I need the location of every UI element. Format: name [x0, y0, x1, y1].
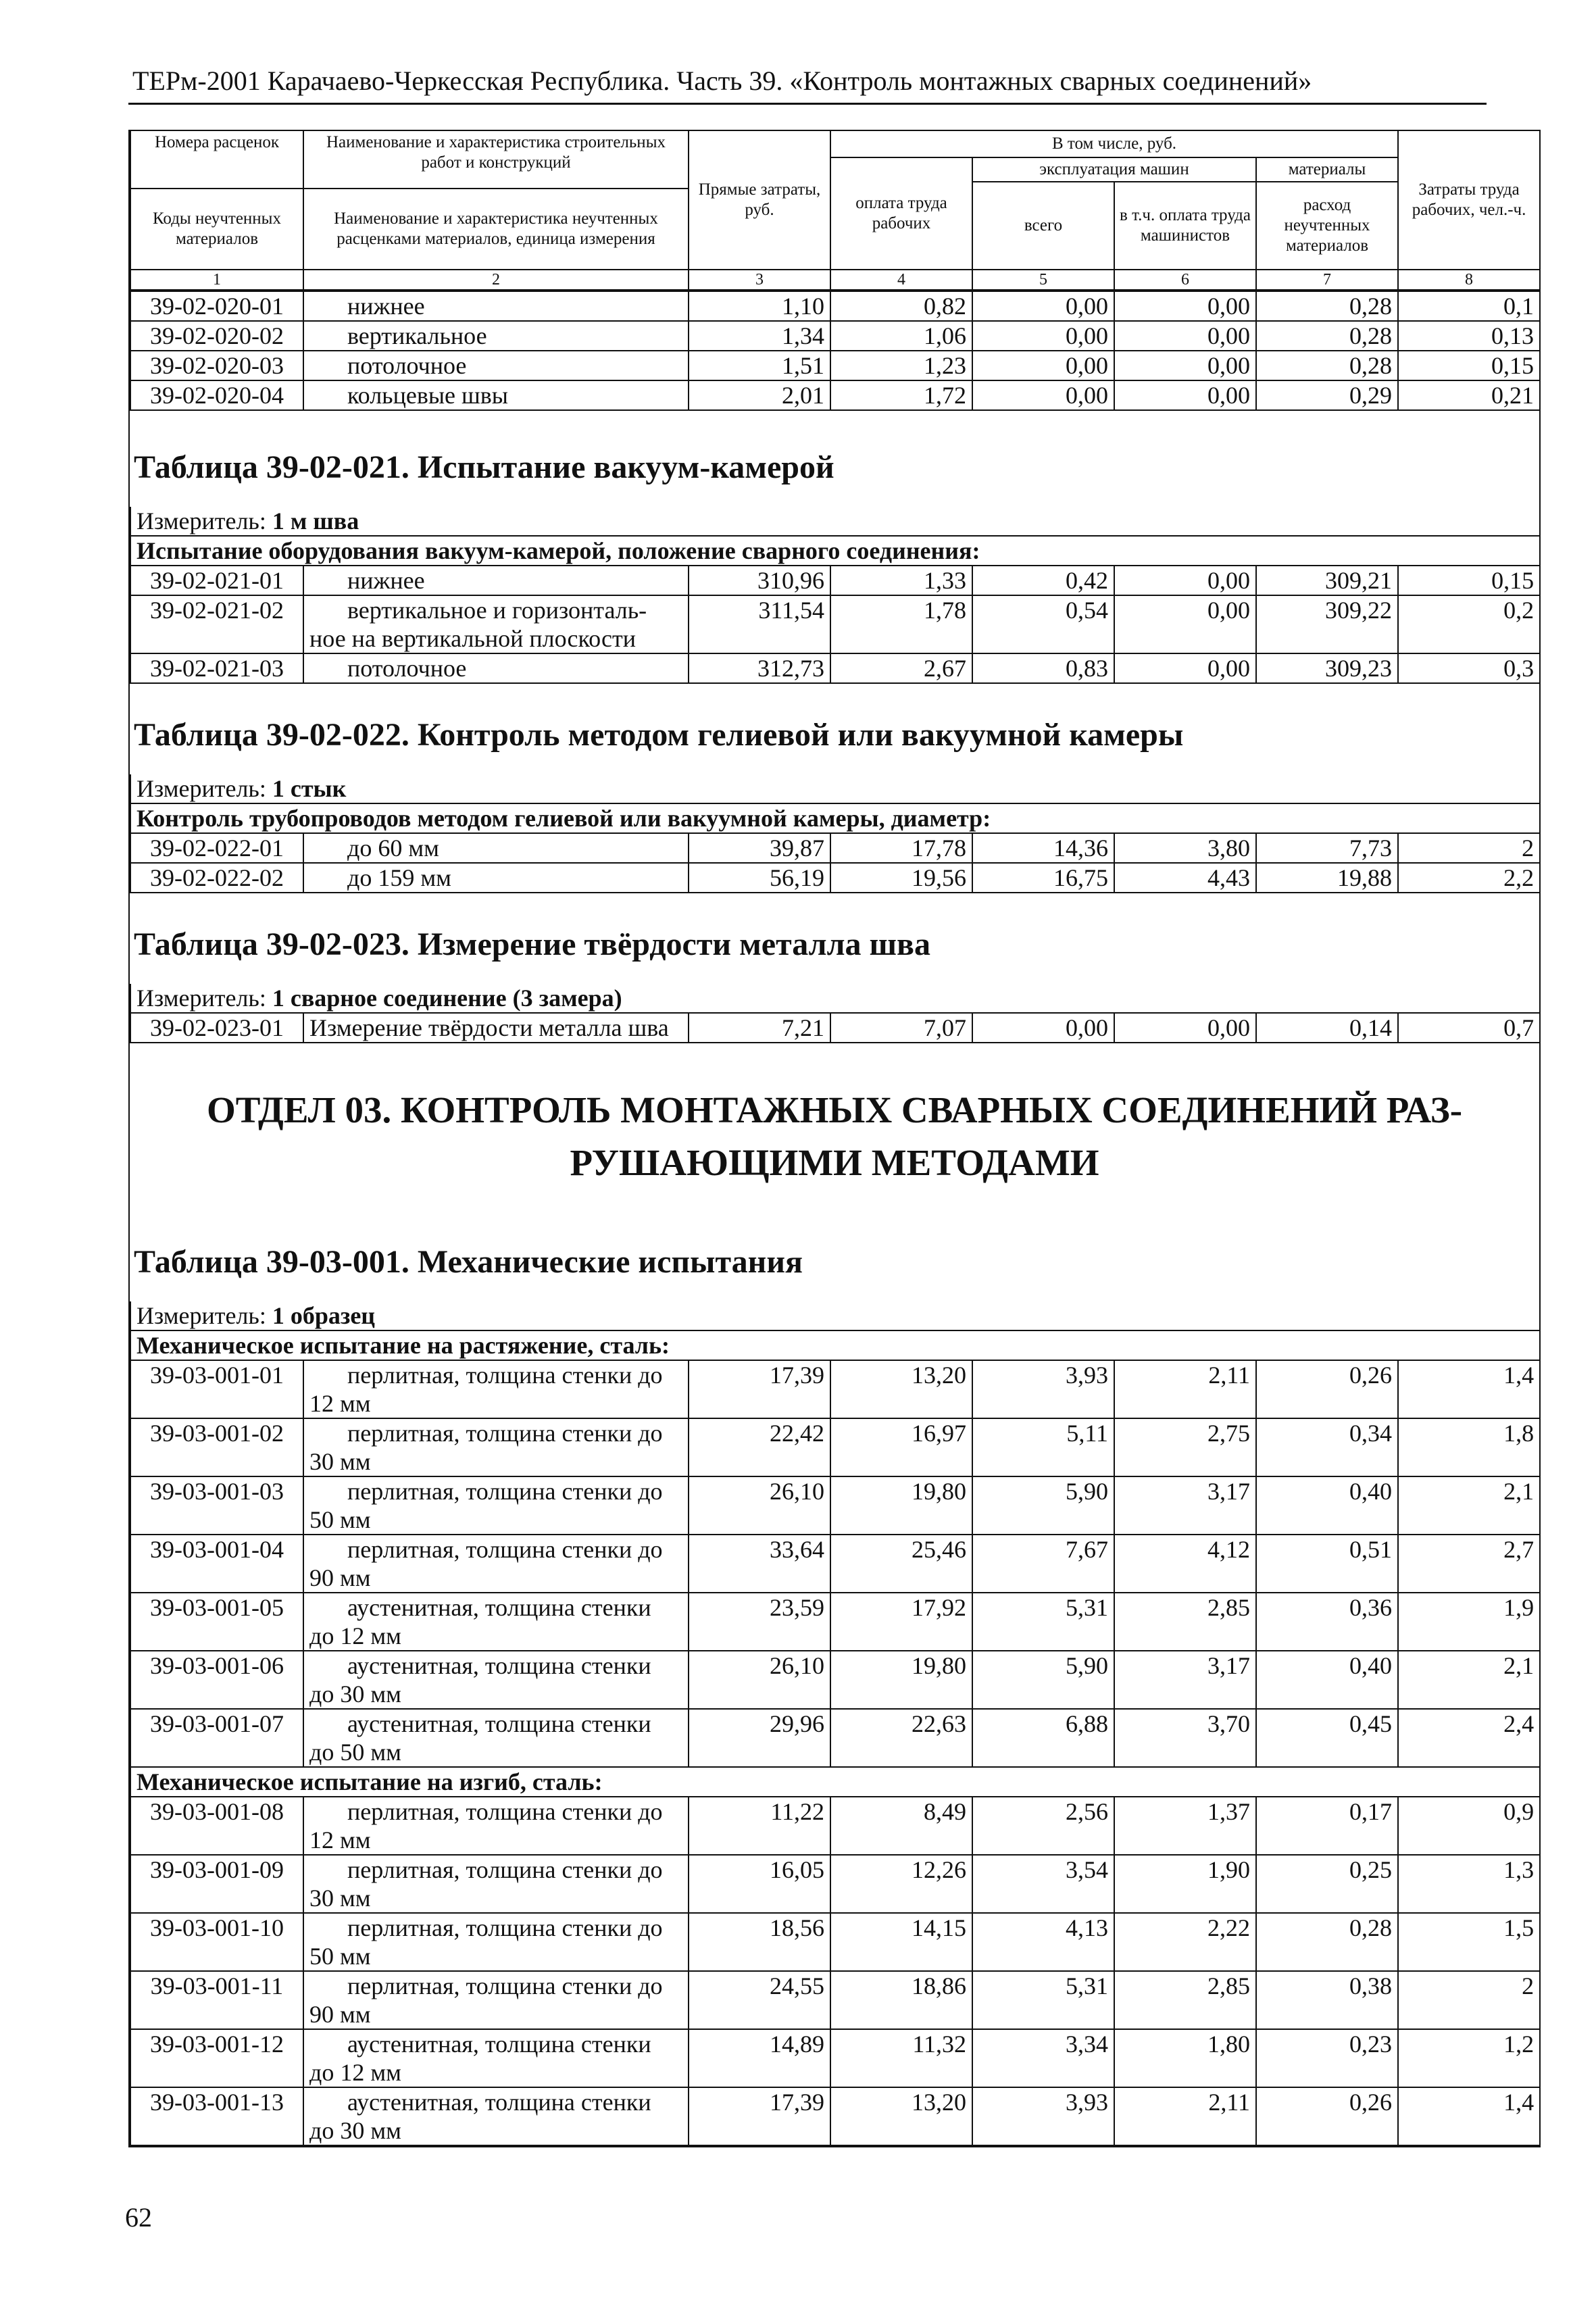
rate-name-line1: перлитная, толщина стенки до	[347, 1420, 663, 1447]
rate-code: 39-03-001-13	[130, 2087, 303, 2145]
value-c3: 23,59	[689, 1593, 830, 1651]
value-c5: 0,00	[972, 291, 1114, 321]
value-c6: 4,12	[1114, 1535, 1256, 1593]
table-title-021: Таблица 39-02-021. Испытание вакуум-камерой	[134, 449, 834, 485]
value-c3: 1,10	[689, 291, 830, 321]
value-c3: 17,39	[689, 1360, 830, 1418]
table-title-031: Таблица 39-03-001. Механические испытания	[134, 1244, 803, 1280]
value-c7: 0,40	[1256, 1476, 1398, 1535]
table-row	[130, 1360, 1540, 1418]
col-head-vtom: В том числе, руб.	[830, 130, 1398, 157]
value-c3: 311,54	[689, 595, 830, 653]
value-c5: 0,83	[972, 653, 1114, 683]
value-c7: 0,29	[1256, 380, 1398, 410]
rate-name	[303, 1360, 689, 1418]
col-head-ekspl: эксплуатация машин	[972, 157, 1256, 182]
value-c5: 5,90	[972, 1476, 1114, 1535]
header-rule	[128, 103, 1487, 105]
value-c4: 16,97	[830, 1418, 972, 1476]
rate-name	[303, 1418, 689, 1476]
value-c4: 13,20	[830, 1360, 972, 1418]
rate-code: 39-02-020-02	[130, 321, 303, 351]
rate-code: 39-02-020-01	[130, 291, 303, 321]
table-row	[130, 1013, 1540, 1043]
value-c7: 0,34	[1256, 1418, 1398, 1476]
value-c4: 1,72	[830, 380, 972, 410]
rate-name	[303, 1593, 689, 1651]
rate-name-line1: перлитная, толщина стенки до	[347, 1536, 663, 1563]
column-header-table	[130, 130, 1541, 291]
value-c6: 0,00	[1114, 351, 1256, 380]
value-c6: 2,75	[1114, 1418, 1256, 1476]
value-c4: 14,15	[830, 1913, 972, 1971]
value-c3: 29,96	[689, 1709, 830, 1767]
rate-name-line1: перлитная, толщина стенки до	[347, 1972, 663, 1999]
rate-code: 39-03-001-04	[130, 1535, 303, 1593]
value-c6: 0,00	[1114, 566, 1256, 595]
value-c4: 19,56	[830, 863, 972, 893]
table-39-02-020	[130, 291, 1541, 411]
rate-name-line1: до 159 мм	[347, 864, 451, 891]
rate-name	[303, 1476, 689, 1535]
document-body	[128, 130, 1541, 2147]
value-c8: 0,15	[1398, 566, 1540, 595]
rate-name-line1: вертикальное	[347, 322, 487, 349]
rate-name	[303, 291, 689, 321]
table-caption: Механическое испытание на растяжение, сталь:	[130, 1330, 1540, 1360]
value-c6: 1,80	[1114, 2029, 1256, 2087]
value-c5: 5,31	[972, 1971, 1114, 2029]
table-39-03-001	[130, 1301, 1541, 2146]
rate-name	[303, 863, 689, 893]
value-c7: 0,28	[1256, 321, 1398, 351]
value-c8: 1,9	[1398, 1593, 1540, 1651]
rate-name-line1: кольцевые швы	[347, 382, 508, 409]
value-c6: 0,00	[1114, 595, 1256, 653]
rate-name-line2: 30 мм	[309, 1448, 371, 1475]
value-c3: 312,73	[689, 653, 830, 683]
table-caption: Механическое испытание на изгиб, сталь:	[130, 1767, 1540, 1797]
value-c8: 2,1	[1398, 1651, 1540, 1709]
table-row	[130, 863, 1540, 893]
col-num: 2	[303, 270, 689, 290]
value-c4: 7,07	[830, 1013, 972, 1043]
value-c3: 11,22	[689, 1797, 830, 1855]
rate-name-line1: перлитная, толщина стенки до	[347, 1856, 663, 1883]
rate-name	[303, 1855, 689, 1913]
table-row	[130, 321, 1540, 351]
rate-code: 39-02-022-01	[130, 833, 303, 863]
value-c5: 16,75	[972, 863, 1114, 893]
table-39-02-023	[130, 984, 1541, 1043]
value-c4: 11,32	[830, 2029, 972, 2087]
value-c3: 1,51	[689, 351, 830, 380]
rate-name	[303, 380, 689, 410]
meter-line: Измеритель: 1 м шва	[130, 507, 1540, 536]
rate-code: 39-03-001-01	[130, 1360, 303, 1418]
table-39-02-022	[130, 774, 1541, 893]
col-head-naim1: Наименование и характеристика строительных работ и конструкций	[303, 130, 689, 189]
value-c7: 0,45	[1256, 1709, 1398, 1767]
page-number: 62	[125, 2202, 152, 2233]
value-c3: 17,39	[689, 2087, 830, 2145]
value-c5: 6,88	[972, 1709, 1114, 1767]
value-c4: 17,78	[830, 833, 972, 863]
value-c6: 0,00	[1114, 380, 1256, 410]
department-title-line2: РУШАЮЩИМИ МЕТОДАМИ	[570, 1142, 1099, 1183]
rate-name	[303, 321, 689, 351]
table-row	[130, 291, 1540, 321]
rate-name-line2: 90 мм	[309, 2001, 371, 2028]
rate-code: 39-02-021-01	[130, 566, 303, 595]
value-c8: 2,2	[1398, 863, 1540, 893]
value-c3: 39,87	[689, 833, 830, 863]
value-c6: 1,37	[1114, 1797, 1256, 1855]
department-title-line1: ОТДЕЛ 03. КОНТРОЛЬ МОНТАЖНЫХ СВАРНЫХ СОЕДИНЕНИЙ РАЗ-	[206, 1089, 1463, 1130]
value-c7: 7,73	[1256, 833, 1398, 863]
value-c5: 0,42	[972, 566, 1114, 595]
rate-code: 39-03-001-08	[130, 1797, 303, 1855]
col-head-vtch: в т.ч. оплата труда машинистов	[1114, 182, 1256, 270]
table-caption: Контроль трубопроводов методом гелиевой или вакуумной камеры, диаметр:	[130, 803, 1540, 833]
rate-name-line1: аустенитная, толщина стенки	[347, 1710, 651, 1737]
value-c3: 2,01	[689, 380, 830, 410]
value-c6: 2,22	[1114, 1913, 1256, 1971]
value-c5: 7,67	[972, 1535, 1114, 1593]
rate-name-line2: 30 мм	[309, 1885, 371, 1912]
value-c5: 14,36	[972, 833, 1114, 863]
value-c6: 4,43	[1114, 863, 1256, 893]
rate-name-line2: до 50 мм	[309, 1739, 401, 1766]
col-head-naim2: Наименование и характеристика неучтенных расценками материалов, единица измерения	[303, 189, 689, 270]
rate-name-line2: 12 мм	[309, 1826, 371, 1853]
value-c5: 0,00	[972, 1013, 1114, 1043]
value-c4: 8,49	[830, 1797, 972, 1855]
meter-line: Измеритель: 1 сварное соединение (3 замера)	[130, 984, 1540, 1013]
table-title-023: Таблица 39-02-023. Измерение твёрдости металла шва	[134, 926, 930, 962]
col-num: 7	[1256, 270, 1398, 290]
value-c4: 1,33	[830, 566, 972, 595]
value-c7: 0,25	[1256, 1855, 1398, 1913]
value-c5: 3,93	[972, 2087, 1114, 2145]
value-c8: 2,4	[1398, 1709, 1540, 1767]
rate-name	[303, 1013, 689, 1043]
department-title	[130, 1043, 1539, 1243]
value-c6: 0,00	[1114, 291, 1256, 321]
rate-name-line1: до 60 мм	[347, 835, 439, 862]
value-c5: 0,00	[972, 380, 1114, 410]
rate-name-line1: перлитная, толщина стенки до	[347, 1798, 663, 1825]
col-head-vsego: всего	[972, 182, 1114, 270]
value-c5: 0,00	[972, 321, 1114, 351]
rate-name	[303, 833, 689, 863]
value-c6: 3,80	[1114, 833, 1256, 863]
value-c6: 3,17	[1114, 1651, 1256, 1709]
rate-name	[303, 351, 689, 380]
rate-name	[303, 595, 689, 653]
value-c8: 0,13	[1398, 321, 1540, 351]
value-c3: 14,89	[689, 2029, 830, 2087]
value-c3: 310,96	[689, 566, 830, 595]
table-row	[130, 351, 1540, 380]
rate-name	[303, 1913, 689, 1971]
rate-name	[303, 1651, 689, 1709]
value-c4: 0,82	[830, 291, 972, 321]
table-row	[130, 1418, 1540, 1476]
rate-code: 39-02-020-03	[130, 351, 303, 380]
col-num: 1	[130, 270, 303, 290]
value-c7: 0,51	[1256, 1535, 1398, 1593]
value-c7: 0,26	[1256, 1360, 1398, 1418]
value-c3: 26,10	[689, 1476, 830, 1535]
value-c8: 0,7	[1398, 1013, 1540, 1043]
value-c7: 309,22	[1256, 595, 1398, 653]
rate-name	[303, 1535, 689, 1593]
rate-code: 39-03-001-05	[130, 1593, 303, 1651]
value-c8: 1,2	[1398, 2029, 1540, 2087]
col-head-kody: Коды неучтенных материалов	[130, 189, 303, 270]
value-c6: 2,85	[1114, 1971, 1256, 2029]
value-c3: 56,19	[689, 863, 830, 893]
value-c4: 19,80	[830, 1651, 972, 1709]
table-39-02-021	[130, 507, 1541, 684]
rate-code: 39-03-001-02	[130, 1418, 303, 1476]
value-c7: 309,23	[1256, 653, 1398, 683]
table-row	[130, 1855, 1540, 1913]
table-row	[130, 833, 1540, 863]
value-c5: 5,11	[972, 1418, 1114, 1476]
value-c4: 1,23	[830, 351, 972, 380]
value-c6: 3,17	[1114, 1476, 1256, 1535]
value-c8: 1,4	[1398, 2087, 1540, 2145]
rate-name-line2: до 30 мм	[309, 2117, 401, 2144]
rate-code: 39-02-023-01	[130, 1013, 303, 1043]
value-c4: 17,92	[830, 1593, 972, 1651]
value-c4: 19,80	[830, 1476, 972, 1535]
col-head-zatraty: Затраты труда рабочих, чел.-ч.	[1398, 130, 1540, 270]
rate-code: 39-03-001-10	[130, 1913, 303, 1971]
value-c3: 18,56	[689, 1913, 830, 1971]
value-c4: 12,26	[830, 1855, 972, 1913]
value-c7: 19,88	[1256, 863, 1398, 893]
rate-name	[303, 653, 689, 683]
value-c3: 24,55	[689, 1971, 830, 2029]
rate-name-line1: Измерение твёрдости металла шва	[309, 1014, 669, 1041]
value-c6: 2,11	[1114, 2087, 1256, 2145]
rate-name-line2: до 12 мм	[309, 2059, 401, 2086]
table-row	[130, 1913, 1540, 1971]
table-row	[130, 2029, 1540, 2087]
rate-name	[303, 1971, 689, 2029]
col-num: 4	[830, 270, 972, 290]
value-c8: 2	[1398, 833, 1540, 863]
value-c8: 0,9	[1398, 1797, 1540, 1855]
col-head-pryamye: Прямые затраты, руб.	[689, 130, 830, 270]
value-c4: 2,67	[830, 653, 972, 683]
rate-name-line2: 90 мм	[309, 1564, 371, 1591]
value-c3: 16,05	[689, 1855, 830, 1913]
value-c5: 2,56	[972, 1797, 1114, 1855]
value-c3: 7,21	[689, 1013, 830, 1043]
value-c8: 0,21	[1398, 380, 1540, 410]
value-c6: 0,00	[1114, 1013, 1256, 1043]
table-row	[130, 1709, 1540, 1767]
rate-name-line2: 50 мм	[309, 1506, 371, 1533]
value-c3: 26,10	[689, 1651, 830, 1709]
value-c4: 13,20	[830, 2087, 972, 2145]
rate-name-line1: аустенитная, толщина стенки	[347, 1652, 651, 1679]
rate-name-line1: перлитная, толщина стенки до	[347, 1362, 663, 1389]
value-c5: 5,31	[972, 1593, 1114, 1651]
table-row	[130, 1971, 1540, 2029]
table-title-022: Таблица 39-02-022. Контроль методом гелиевой или вакуумной камеры	[134, 717, 1184, 753]
table-caption: Испытание оборудования вакуум-камерой, положение сварного соединения:	[130, 536, 1540, 566]
col-num: 3	[689, 270, 830, 290]
value-c3: 33,64	[689, 1535, 830, 1593]
value-c8: 0,1	[1398, 291, 1540, 321]
rate-name-line1: аустенитная, толщина стенки	[347, 1594, 651, 1621]
rate-name-line2: до 12 мм	[309, 1622, 401, 1649]
value-c8: 0,2	[1398, 595, 1540, 653]
rate-name-line2: 50 мм	[309, 1943, 371, 1970]
rate-name	[303, 1797, 689, 1855]
table-row	[130, 1593, 1540, 1651]
col-num: 8	[1398, 270, 1540, 290]
value-c6: 0,00	[1114, 653, 1256, 683]
col-head-materialy: материалы	[1256, 157, 1398, 182]
rate-name-line2: до 30 мм	[309, 1681, 401, 1708]
value-c8: 2,7	[1398, 1535, 1540, 1593]
value-c8: 0,3	[1398, 653, 1540, 683]
rate-name	[303, 2029, 689, 2087]
rate-code: 39-02-021-03	[130, 653, 303, 683]
value-c5: 3,93	[972, 1360, 1114, 1418]
table-row	[130, 653, 1540, 683]
table-row	[130, 2087, 1540, 2145]
value-c8: 0,15	[1398, 351, 1540, 380]
rate-name-line1: потолочное	[347, 352, 467, 379]
col-num: 6	[1114, 270, 1256, 290]
rate-name	[303, 1709, 689, 1767]
table-row	[130, 566, 1540, 595]
rate-code: 39-03-001-03	[130, 1476, 303, 1535]
value-c5: 3,34	[972, 2029, 1114, 2087]
col-head-rashod: расход неучтенных материалов	[1256, 182, 1398, 270]
rate-name-line1: перлитная, толщина стенки до	[347, 1478, 663, 1505]
value-c4: 1,06	[830, 321, 972, 351]
value-c8: 1,8	[1398, 1418, 1540, 1476]
value-c4: 18,86	[830, 1971, 972, 2029]
rate-name-line2: ное на вертикальной плоскости	[309, 625, 637, 652]
value-c8: 2	[1398, 1971, 1540, 2029]
meter-line: Измеритель: 1 образец	[130, 1301, 1540, 1330]
page-header: ТЕРм-2001 Карачаево-Черкесская Республика. Часть 39. «Контроль монтажных сварных соединений»	[132, 66, 1312, 96]
rate-name-line1: потолочное	[347, 655, 467, 682]
value-c6: 2,85	[1114, 1593, 1256, 1651]
rate-name-line1: вертикальное и горизонталь-	[347, 597, 647, 624]
table-row	[130, 1651, 1540, 1709]
rate-code: 39-03-001-07	[130, 1709, 303, 1767]
value-c7: 309,21	[1256, 566, 1398, 595]
value-c6: 1,90	[1114, 1855, 1256, 1913]
value-c4: 25,46	[830, 1535, 972, 1593]
rate-name-line1: нижнее	[347, 293, 425, 320]
value-c6: 2,11	[1114, 1360, 1256, 1418]
value-c5: 3,54	[972, 1855, 1114, 1913]
value-c7: 0,14	[1256, 1013, 1398, 1043]
value-c8: 1,3	[1398, 1855, 1540, 1913]
value-c7: 0,23	[1256, 2029, 1398, 2087]
value-c8: 1,5	[1398, 1913, 1540, 1971]
col-head-nomera: Номера расценок	[130, 130, 303, 189]
value-c3: 22,42	[689, 1418, 830, 1476]
rate-code: 39-02-020-04	[130, 380, 303, 410]
col-head-oplata: оплата труда рабочих	[830, 157, 972, 270]
value-c4: 22,63	[830, 1709, 972, 1767]
value-c8: 2,1	[1398, 1476, 1540, 1535]
table-row	[130, 1476, 1540, 1535]
value-c7: 0,28	[1256, 291, 1398, 321]
table-row	[130, 595, 1540, 653]
value-c7: 0,38	[1256, 1971, 1398, 2029]
value-c7: 0,36	[1256, 1593, 1398, 1651]
value-c4: 1,78	[830, 595, 972, 653]
value-c5: 4,13	[972, 1913, 1114, 1971]
value-c6: 3,70	[1114, 1709, 1256, 1767]
value-c7: 0,28	[1256, 351, 1398, 380]
value-c5: 0,00	[972, 351, 1114, 380]
value-c5: 0,54	[972, 595, 1114, 653]
rate-code: 39-03-001-06	[130, 1651, 303, 1709]
value-c7: 0,28	[1256, 1913, 1398, 1971]
table-row	[130, 1797, 1540, 1855]
rate-name-line2: 12 мм	[309, 1390, 371, 1417]
value-c8: 1,4	[1398, 1360, 1540, 1418]
value-c7: 0,17	[1256, 1797, 1398, 1855]
col-num: 5	[972, 270, 1114, 290]
rate-code: 39-02-022-02	[130, 863, 303, 893]
rate-code: 39-03-001-09	[130, 1855, 303, 1913]
meter-line: Измеритель: 1 стык	[130, 774, 1540, 803]
value-c7: 0,40	[1256, 1651, 1398, 1709]
rate-name-line1: аустенитная, толщина стенки	[347, 2089, 651, 2116]
table-row	[130, 380, 1540, 410]
rate-code: 39-02-021-02	[130, 595, 303, 653]
rate-code: 39-03-001-12	[130, 2029, 303, 2087]
rate-name-line1: перлитная, толщина стенки до	[347, 1914, 663, 1941]
value-c6: 0,00	[1114, 321, 1256, 351]
rate-name	[303, 566, 689, 595]
value-c7: 0,26	[1256, 2087, 1398, 2145]
value-c5: 5,90	[972, 1651, 1114, 1709]
rate-name-line1: аустенитная, толщина стенки	[347, 2031, 651, 2058]
value-c3: 1,34	[689, 321, 830, 351]
table-row	[130, 1535, 1540, 1593]
rate-code: 39-03-001-11	[130, 1971, 303, 2029]
rate-name	[303, 2087, 689, 2145]
rate-name-line1: нижнее	[347, 567, 425, 594]
